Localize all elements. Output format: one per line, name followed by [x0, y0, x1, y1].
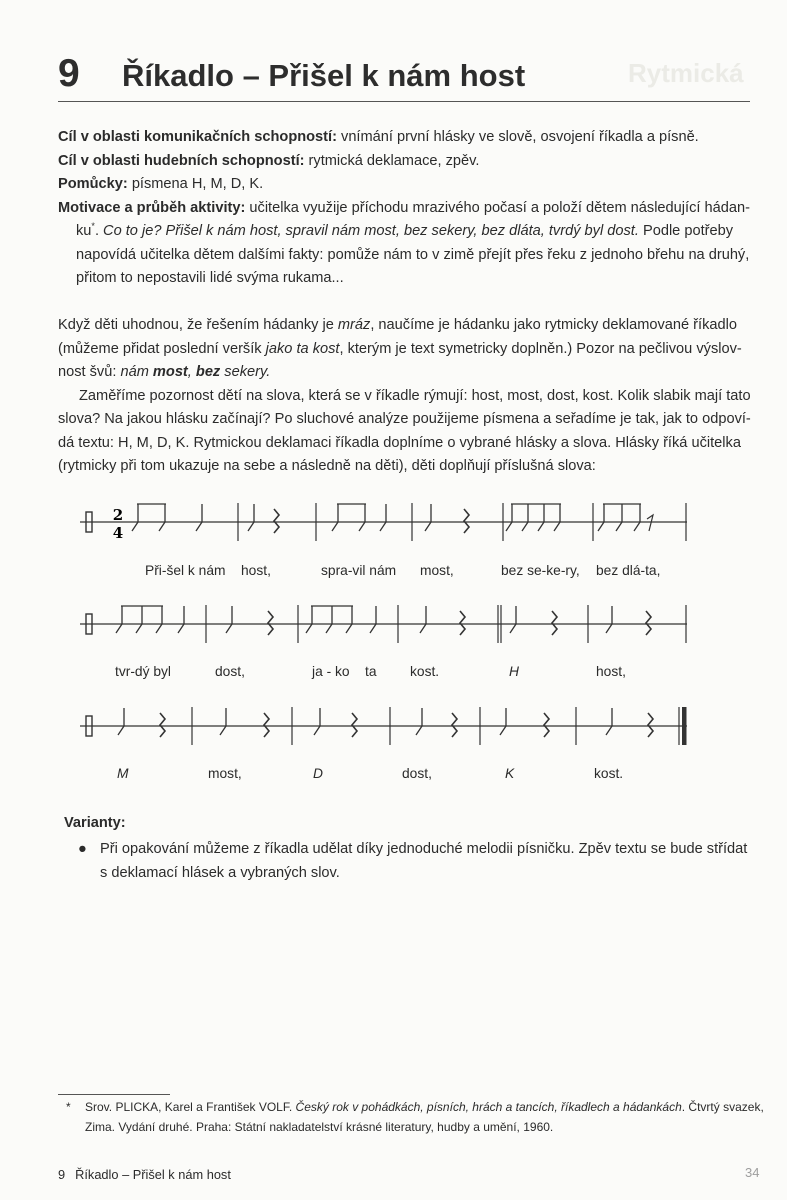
- motivation-line-2: ku*. Co to je? Přišel k nám host, spravil nám most, bez sekery, bez dláta, tvrdý byl dost. Podle potřeby: [76, 221, 734, 239]
- lyric: most,: [420, 563, 454, 578]
- bullet-icon: ●: [78, 841, 87, 857]
- measure-5: [510, 606, 557, 635]
- measure-2: [226, 606, 273, 635]
- rhythm-staff-3: [80, 705, 687, 749]
- rhythm-staff-2: [80, 603, 687, 647]
- lyric: M: [117, 766, 129, 781]
- measure-3: [332, 504, 386, 531]
- footnote: [58, 1098, 764, 1137]
- chapter-heading: [58, 52, 526, 96]
- measure-1: [118, 708, 165, 737]
- paragraph-1-line-2: (můžeme přidat poslední veršík jako ta kost, kterým je text symetricky doplněn.) Pozor na pečlivou výslov-: [58, 340, 742, 357]
- footer-chapter-number: 9: [58, 1167, 66, 1182]
- measure-3: [314, 708, 357, 737]
- lyric: Při-šel k nám: [145, 563, 226, 578]
- lyric: bez dlá-ta,: [596, 563, 661, 578]
- lyric: most,: [208, 766, 242, 781]
- goals-section: [58, 126, 748, 291]
- lyric: ta: [365, 664, 377, 679]
- footnote-ref: *: [91, 221, 95, 232]
- measure-4: [420, 606, 465, 635]
- footnote-marker: *: [66, 1100, 71, 1114]
- chapter-title: Říkadlo – Přišel k nám host: [122, 58, 526, 93]
- lyric: host,: [596, 664, 626, 679]
- paragraph-1-line-1: Když děti uhodnou, že řešením hádanky je mráz, naučíme je hádanku jako rytmicky deklamované říkadlo: [58, 317, 737, 333]
- bleed-through-text: Rytmická: [628, 58, 744, 88]
- lyric: K: [505, 766, 515, 781]
- footnote-line-2: Zima. Vydání druhé. Praha: Státní nakladatelství krásné literatury, hudby a umění, 1960.: [85, 1119, 554, 1134]
- measure-5: [500, 708, 549, 737]
- measure-5: [506, 504, 561, 531]
- goal-music: Cíl v oblasti hudebních schopností: rytmická deklamace, zpěv.: [58, 152, 480, 169]
- measure-6: [606, 606, 651, 635]
- aids: Pomůcky: písmena H, M, D, K.: [58, 176, 264, 192]
- lyric: dost,: [402, 766, 432, 781]
- lyric: tvr-dý byl: [115, 664, 171, 679]
- chapter-number: 9: [58, 52, 81, 95]
- page-footer: [58, 1167, 231, 1182]
- footnote-line-1: Srov. PLICKA, Karel a František VOLF. Český rok v pohádkách, písních, hrách a tancích, říkadlech a hádankách. Čtvrtý svazek,: [85, 1100, 764, 1114]
- paragraph-2-line-2: slova? Na jakou hlásku začínají? Po sluchové analýze použijeme písmena a seřadíme je tak, jak to odpoví-: [58, 411, 751, 427]
- motivation-line-4: přitom to nepostavili lidé svýma rukama...: [76, 270, 344, 286]
- lyric: bez se-ke-ry,: [501, 563, 580, 578]
- lyric: kost.: [410, 664, 440, 679]
- body-section: [58, 314, 751, 479]
- riddle-text: Co to je? Přišel k nám host, spravil nám most, bez sekery, bez dláta, tvrdý byl dost.: [103, 223, 639, 239]
- footnote-rule: [58, 1094, 170, 1095]
- paragraph-2-line-4: (rytmicky při tom ukazuje na sebe a následně na děti), děti doplňují příslušná slova:: [58, 458, 596, 474]
- paragraph-2-line-3: dá textu: H, M, D, K. Rytmickou deklamaci říkadla doplníme o vybrané hlásky a slova. Hlásky říká učitelka: [58, 434, 741, 451]
- final-barline-thick: [682, 707, 687, 745]
- measure-1: [116, 606, 184, 633]
- page-number: 34: [745, 1165, 760, 1180]
- motivation-line-1: Motivace a průběh aktivity: učitelka využije příchodu mrazivého počasí a položí dětem následující hádan-: [58, 199, 750, 216]
- measure-2: [220, 708, 269, 737]
- rhythm-staff-1: [80, 501, 687, 545]
- time-signature-top: 2: [112, 506, 124, 524]
- lyric: host,: [241, 563, 271, 578]
- lyric: ja - ko: [312, 664, 350, 679]
- variants-heading: Varianty:: [64, 815, 126, 831]
- lyric: spra-vil nám: [321, 563, 397, 578]
- measure-4: [416, 708, 457, 737]
- measure-2: [248, 504, 279, 533]
- lyric: D: [313, 766, 323, 781]
- lyric: kost.: [594, 766, 624, 781]
- measure-6: [606, 708, 653, 737]
- lyric: H: [509, 664, 519, 679]
- footer-title: Říkadlo – Přišel k nám host: [75, 1167, 231, 1182]
- lyric: dost,: [215, 664, 245, 679]
- goal-communication: Cíl v oblasti komunikačních schopností: vnímání první hlásky ve slově, osvojení říkadla a písně.: [58, 129, 699, 145]
- variants-bullet-line-2: s deklamací hlásek a vybraných slov.: [100, 865, 340, 881]
- measure-1: [132, 504, 202, 531]
- paragraph-1-line-3: nost švů: nám most, bez sekery.: [58, 364, 271, 380]
- motivation-line-3: napovídá učitelka dětem dalšími fakty: pomůže nám to v zimě přejít přes řeku z jednoho břehu na druhý,: [76, 246, 750, 263]
- measure-3: [306, 606, 376, 633]
- paragraph-2-line-1: Zaměříme pozornost dětí na slova, která se v říkadle rýmují: host, most, dost, kost. Kolik slabik mají tato: [79, 387, 751, 404]
- time-signature-bottom: 4: [112, 524, 124, 542]
- variants-bullet-line-1: Při opakování můžeme z říkadla udělat díky jednoduché melodii písničku. Zpěv textu se bude střídat: [100, 841, 748, 857]
- measure-6: [598, 504, 653, 531]
- variants-bullet: [78, 837, 760, 885]
- heading-rule: [58, 101, 750, 102]
- measure-4: [425, 504, 469, 533]
